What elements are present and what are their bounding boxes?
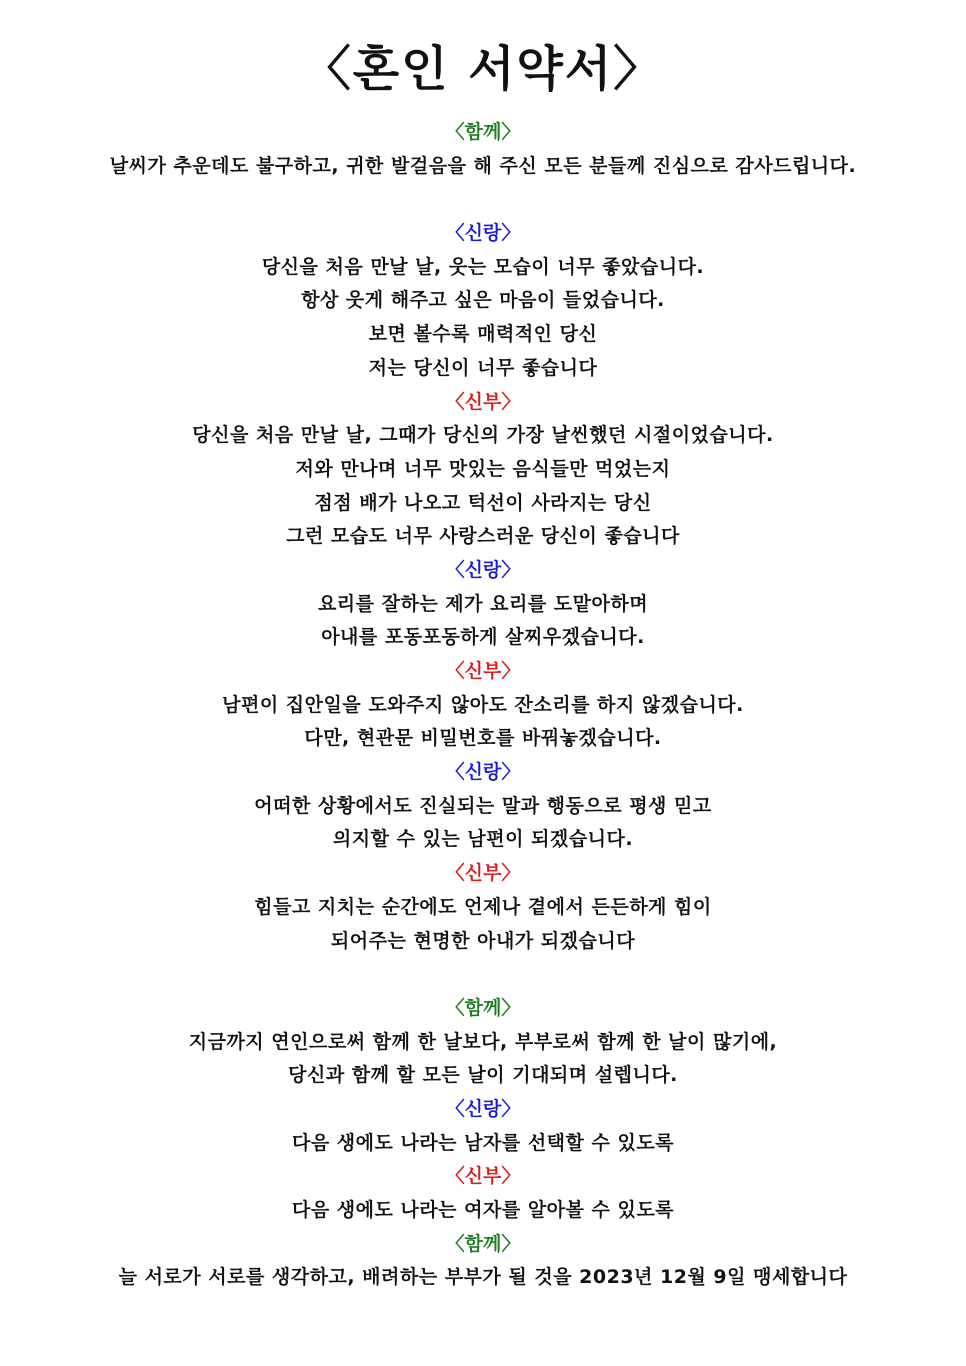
section-spacer: [0, 183, 966, 217]
vow-line: 당신과 함께 할 모든 날이 기대되며 설렙니다.: [288, 1064, 678, 1087]
vow-line: 요리를 잘하는 제가 요리를 도맡아하며: [317, 592, 649, 615]
vow-list: [0, 116, 966, 1295]
vow-line: 항상 웃게 해주고 싶은 마음이 들었습니다.: [301, 289, 665, 312]
speaker-label-groom: 〈신랑〉: [445, 558, 521, 581]
speaker-label-together: 〈함께〉: [445, 996, 521, 1019]
vow-line: 다만, 현관문 비밀번호를 바꿔놓겠습니다.: [304, 727, 662, 750]
vow-line: 보면 볼수록 매력적인 당신: [368, 323, 598, 346]
speaker-label-bride: 〈신부〉: [445, 862, 521, 885]
speaker-label-bride: 〈신부〉: [445, 660, 521, 682]
vow-line: 다음 생에도 나라는 여자를 알아볼 수 있도록: [291, 1199, 675, 1221]
section-spacer: [0, 958, 966, 992]
speaker-label-together: 〈함께〉: [445, 1232, 521, 1255]
speaker-label-groom: 〈신랑〉: [445, 761, 521, 784]
vow-line: 어떠한 상황에서도 진실되는 말과 행동으로 평생 믿고: [254, 794, 712, 817]
speaker-label-groom: 〈신랑〉: [445, 222, 521, 245]
vow-line: 다음 생에도 나라는 남자를 선택할 수 있도록: [291, 1131, 675, 1154]
vow-line: 점점 배가 나오고 턱선이 사라지는 당신: [314, 491, 652, 514]
vow-line: 힘들고 지치는 순간에도 언제나 곁에서 든든하게 힘이: [254, 895, 712, 918]
closing-vow-line: 늘 서로가 서로를 생각하고, 배려하는 부부가 될 것을 2023년 12월 9일 맹세합니다: [118, 1266, 848, 1289]
speaker-label-groom: 〈신랑〉: [445, 1097, 521, 1120]
vow-line: 날씨가 추운데도 불구하고, 귀한 발걸음을 해 주신 모든 분들께 진심으로 감사드립니다.: [109, 154, 857, 177]
vow-line: 그런 모습도 너무 사랑스러운 당신이 좋습니다: [286, 525, 680, 548]
speaker-label-bride: 〈신부〉: [445, 1165, 521, 1188]
vow-line: 당신을 처음 만날 날, 그때가 당신의 가장 날씬했던 시절이었습니다.: [192, 424, 774, 447]
vow-line: 지금까지 연인으로써 함께 한 날보다, 부부로써 함께 한 날이 많기에,: [188, 1030, 778, 1053]
vow-line: 되어주는 현명한 아내가 되겠습니다: [330, 929, 636, 952]
vow-line: 아내를 포동포동하게 살찌우겠습니다.: [321, 626, 645, 649]
document-title: 〈혼인 서약서〉: [302, 41, 664, 97]
vow-line: 의지할 수 있는 남편이 되겠습니다.: [332, 828, 634, 851]
speaker-label-bride: 〈신부〉: [445, 390, 521, 413]
vow-line: 남편이 집안일을 도와주지 않아도 잔소리를 하지 않겠습니다.: [222, 693, 744, 716]
vow-line: 저와 만나며 너무 맛있는 음식들만 먹었는지: [295, 457, 671, 480]
vow-line: 저는 당신이 너무 좋습니다: [368, 356, 598, 379]
speaker-label-together: 〈함께〉: [445, 121, 521, 143]
vow-line: 당신을 처음 만날 날, 웃는 모습이 너무 좋았습니다.: [261, 255, 705, 278]
